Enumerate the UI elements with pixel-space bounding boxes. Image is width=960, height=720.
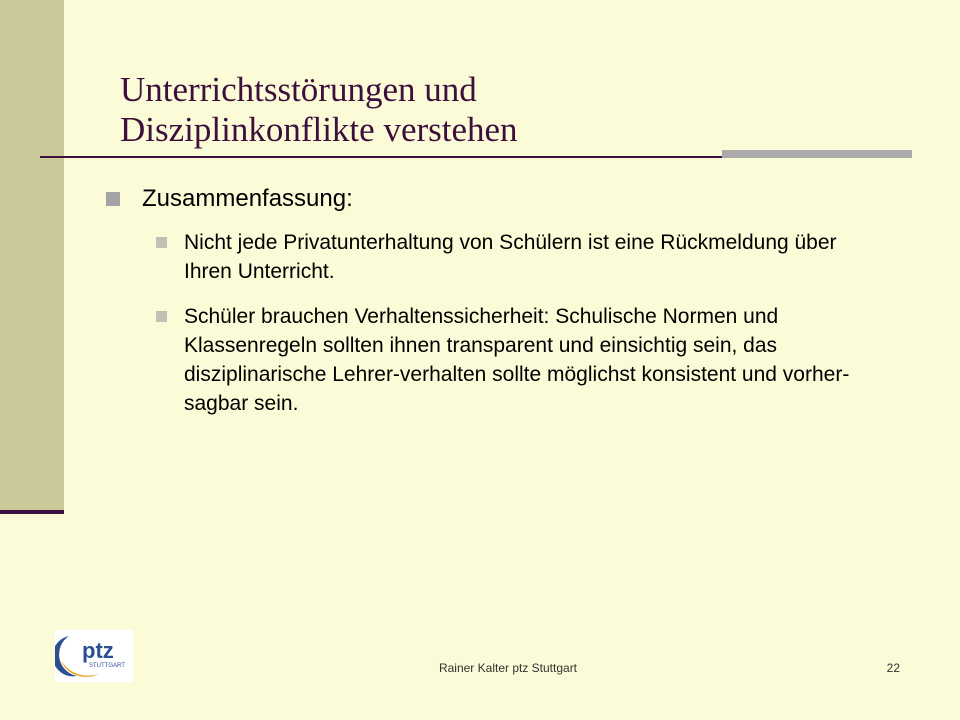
- sub-bullet-item: [156, 302, 880, 418]
- footer-author: Rainer Kalter ptz Stuttgart: [438, 661, 578, 675]
- left-accent-band: [0, 0, 64, 512]
- square-bullet-icon: [106, 192, 120, 206]
- sub-bullet-text: Schüler brauchen Verhaltenssicherheit: Schulische Normen und Klassenregeln sollten ihnen transparent und einsichtig sein, das disziplinarische Lehrer-verhalten sollte möglichst konsistent und vorher-sagbar sein.: [184, 305, 850, 415]
- left-band-underline: [0, 510, 64, 514]
- bullet-summary-text: Zusammenfassung:: [142, 185, 353, 212]
- slide-title: [120, 70, 900, 150]
- sub-bullet-item: [156, 228, 880, 286]
- sub-bullet-list: [156, 228, 880, 434]
- logo-subtext: STUTTGART: [89, 663, 125, 669]
- bullet-summary: [106, 185, 896, 213]
- square-bullet-icon: [156, 237, 167, 248]
- page-number: 22: [886, 661, 900, 675]
- square-bullet-icon: [156, 311, 167, 322]
- slide-title-line-2: Disziplinkonflikte verstehen: [120, 110, 518, 149]
- logo-wordmark: ptz: [82, 638, 114, 663]
- sub-bullet-text: Nicht jede Privatunterhaltung von Schülern ist eine Rückmeldung über Ihren Unterricht.: [184, 231, 837, 283]
- slide-title-line-1: Unterrichtsstörungen und: [120, 70, 477, 109]
- title-accent-bar: [722, 150, 912, 158]
